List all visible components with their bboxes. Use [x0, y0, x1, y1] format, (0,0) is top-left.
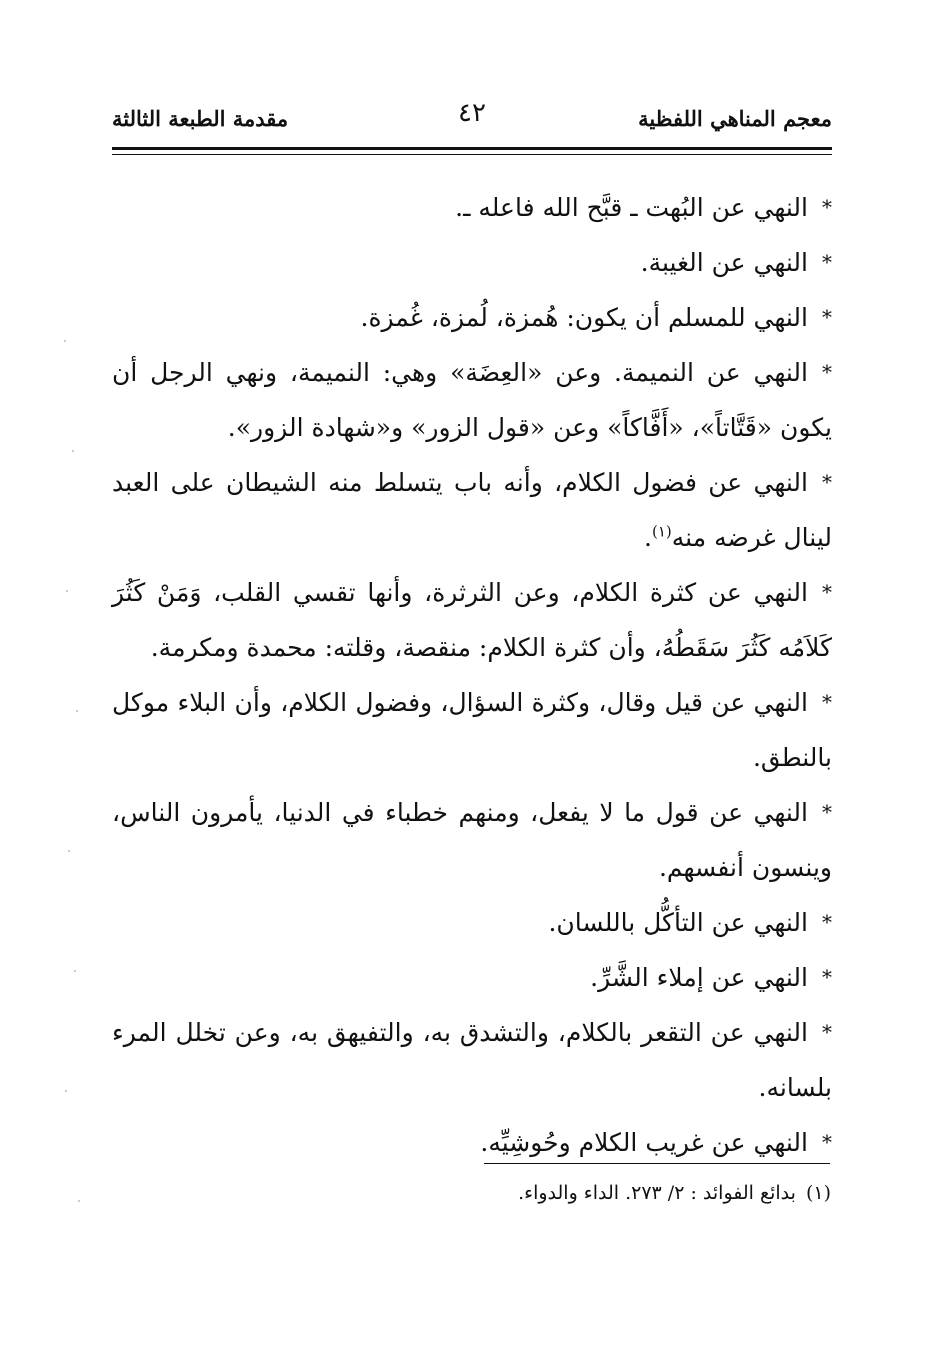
prohibitions-list [112, 180, 832, 1170]
item-text: النهي عن إملاء الشَّرِّ. [590, 963, 808, 992]
asterisk-bullet-icon: * [822, 1020, 832, 1044]
asterisk-bullet-icon: * [822, 1130, 832, 1154]
header-rule-thick [112, 147, 832, 150]
item-text: النهي عن قول ما لا يفعل، ومنهم خطباء في الدنيا، يأمرون الناس، وينسون أنفسهم. [112, 798, 832, 882]
item-text: النهي عن التقعر بالكلام، والتشدق به، والتفيهق به، وعن تخلل المرء بلسانه. [112, 1018, 832, 1102]
item-text: النهي عن كثرة الكلام، وعن الثرثرة، وأنها تقسي القلب، وَمَنْ كَثُرَ كَلاَمُه كَثُرَ سَقَطُهُ، وأن كثرة الكلام: منقصة، وقلته: محمدة ومكرمة. [112, 578, 832, 662]
header-section-title: مقدمة الطبعة الثالثة [112, 106, 289, 131]
asterisk-bullet-icon: * [822, 910, 832, 934]
asterisk-bullet-icon: * [822, 800, 832, 824]
header-book-title: معجم المناهي اللفظية [638, 106, 832, 131]
list-item [112, 1115, 832, 1170]
asterisk-bullet-icon: * [822, 580, 832, 604]
asterisk-bullet-icon: * [822, 305, 832, 329]
header-page-number: ٤٢ [458, 98, 486, 128]
item-text: النهي عن البُهت ـ قبَّح الله فاعله ـ. [455, 193, 808, 222]
list-item [112, 895, 832, 950]
item-text: النهي للمسلم أن يكون: هُمزة، لُمزة، غُمزة. [360, 303, 808, 332]
asterisk-bullet-icon: * [822, 195, 832, 219]
list-item [112, 675, 832, 785]
asterisk-bullet-icon: * [822, 470, 832, 494]
item-text: النهي عن غريب الكلام وحُوشِيِّه. [480, 1128, 808, 1157]
footnote-separator [484, 1163, 830, 1164]
asterisk-bullet-icon: * [822, 690, 832, 714]
asterisk-bullet-icon: * [822, 965, 832, 989]
item-text: النهي عن الغيبة. [640, 248, 808, 277]
list-item [112, 290, 832, 345]
item-text: النهي عن فضول الكلام، وأنه باب يتسلط منه الشيطان على العبد لينال غرضه منه [112, 468, 832, 552]
list-item [112, 345, 832, 455]
header-rule-thin [112, 154, 832, 155]
footnote-text: بدائع الفوائد : ٢/ ٢٧٣. الداء والدواء. [518, 1182, 796, 1204]
item-text-end: . [644, 523, 652, 552]
binding-margin-specks [60, 330, 90, 1230]
running-header [112, 98, 832, 138]
list-item [112, 785, 832, 895]
list-item [112, 235, 832, 290]
asterisk-bullet-icon: * [822, 360, 832, 384]
footnote-number: (١) [805, 1182, 831, 1204]
list-item [112, 180, 832, 235]
list-item [112, 950, 832, 1005]
list-item [112, 565, 832, 675]
item-text: النهي عن النميمة. وعن «العِضَة» وهي: النميمة، ونهي الرجل أن يكون «قَتَّاتاً»، «أَفَّاكاً» وعن «قول الزور» و«شهادة الزور». [112, 358, 832, 442]
item-text: النهي عن قيل وقال، وكثرة السؤال، وفضول الكلام، وأن البلاء موكل بالنطق. [112, 688, 832, 772]
asterisk-bullet-icon: * [822, 250, 832, 274]
footnote [518, 1182, 831, 1204]
list-item [112, 1005, 832, 1115]
list-item [112, 455, 832, 565]
footnote-reference[interactable]: (١) [652, 522, 672, 541]
item-text: النهي عن التأكُّل باللسان. [548, 908, 808, 937]
